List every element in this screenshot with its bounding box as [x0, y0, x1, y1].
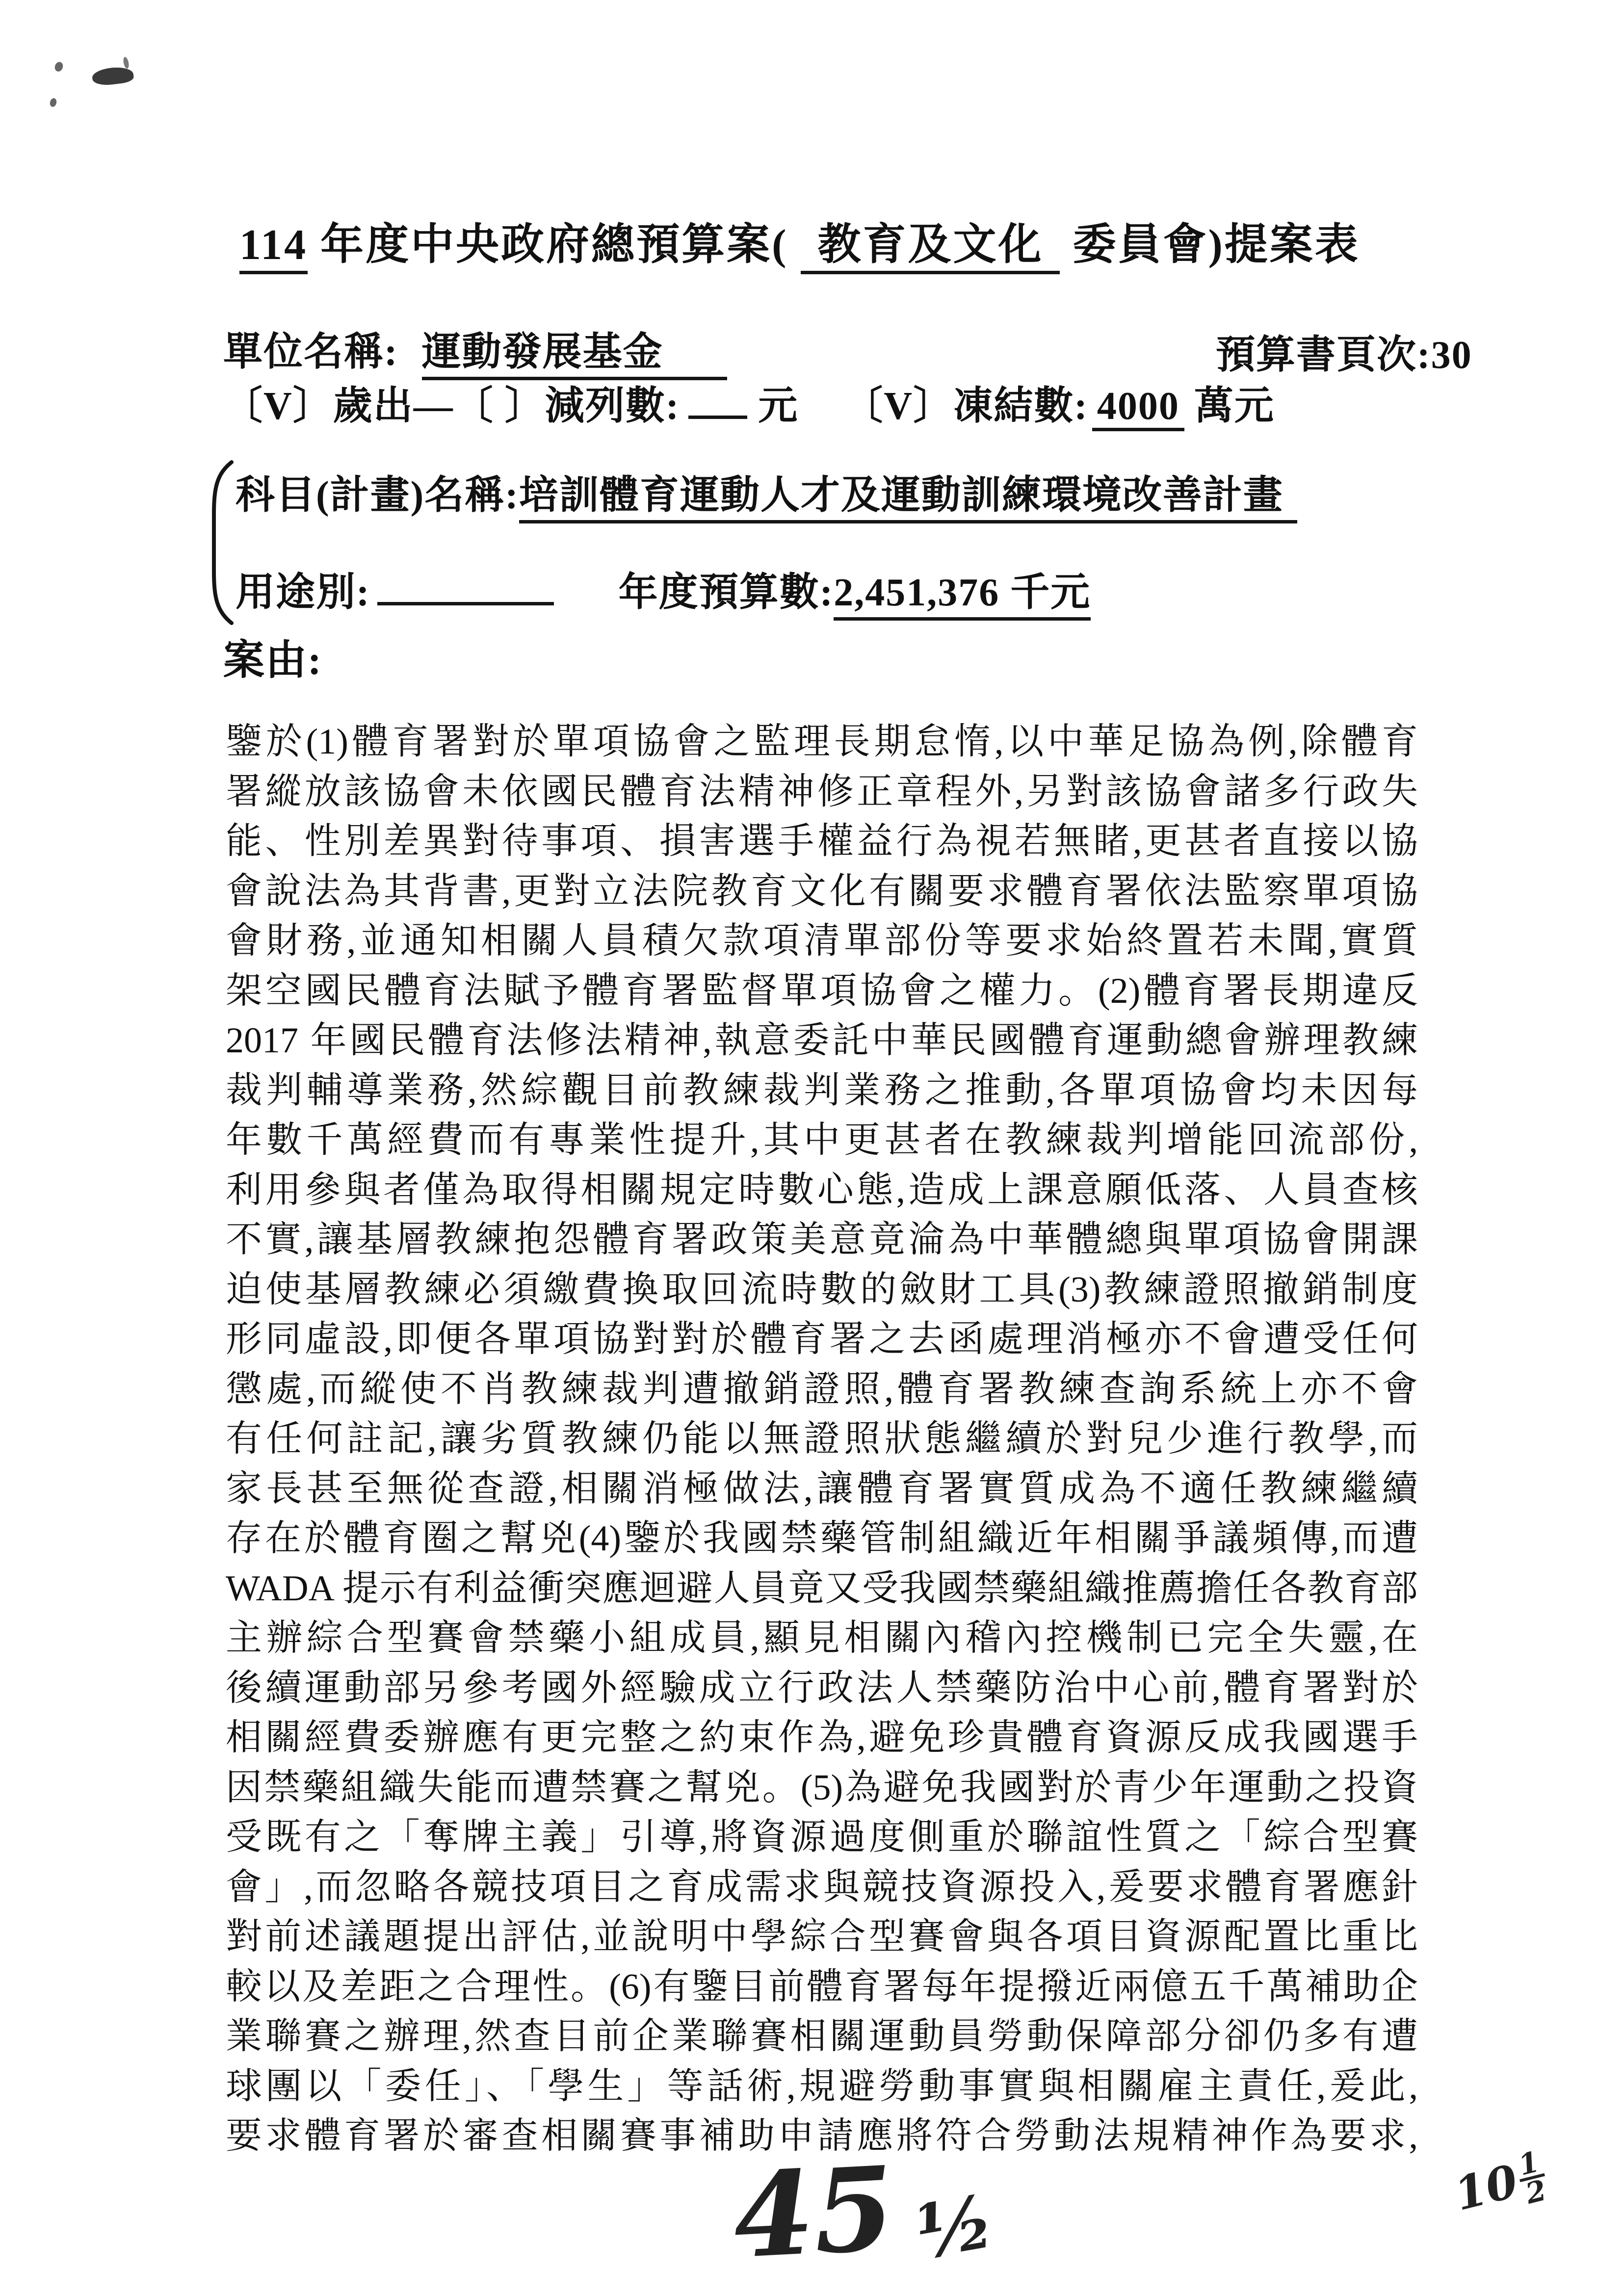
freeze-label: 〔V〕凍結數:	[843, 385, 1088, 428]
usage-label: 用途別:	[236, 571, 370, 614]
handwritten-corner-number	[1449, 2144, 1551, 2224]
case-line: 能、性別差異對待事項、損害選手權益行為視若無睹,更甚者直接以協	[226, 821, 1418, 861]
case-line: 相關經費委辦應有更完整之約束作為,避免珍貴體育資源反成我國選手	[226, 1718, 1418, 1758]
case-label	[223, 627, 322, 686]
case-line: 球團以「委任」、「學生」等話術,規避勞動事實與相關雇主責任,爰此,	[226, 2066, 1418, 2107]
freeze-unit: 萬元	[1194, 385, 1275, 428]
document-title	[239, 210, 1360, 272]
case-line: 懲處,而縱使不肖教練裁判遭撤銷證照,體育署教練查詢系統上亦不會	[226, 1369, 1418, 1409]
usage-row	[236, 560, 1091, 617]
title-suffix: 委員會)提案表	[1073, 221, 1360, 269]
budget-page-value: 30	[1431, 334, 1472, 377]
scan-mark	[49, 98, 57, 108]
case-line: 會說法為其背書,更對立法院教育文化有關要求體育署依法監察單項協	[226, 871, 1418, 912]
scan-smudge	[91, 65, 134, 87]
case-line: 存在於體育圈之幫兇(4)鑒於我國禁藥管制組織近年相關爭議頻傳,而遭	[226, 1518, 1418, 1559]
handwritten-corner-fraction: $\frac{1}{2}$	[1513, 2147, 1551, 2208]
budget-page-label: 預算書頁次:	[1216, 334, 1431, 377]
case-line: 鑒於(1)體育署對於單項協會之監理長期怠惰,以中華足協為例,除體育	[226, 722, 1418, 762]
case-line: 署縱放該協會未依國民體育法精神修正章程外,另對該協會諸多行政失	[226, 771, 1418, 812]
title-committee: 教育及文化	[801, 221, 1060, 274]
case-line: 有任何註記,讓劣質教練仍能以無證照狀態繼續於對兒少進行教學,而	[226, 1419, 1418, 1459]
case-line: 對前述議題提出評估,並說明中學綜合型賽會與各項目資源配置比重比	[226, 1917, 1418, 1957]
unit-name-label: 單位名稱:	[223, 331, 398, 374]
case-line: 會」,而忽略各競技項目之育成需求與競技資源投入,爰要求體育署應針	[226, 1867, 1418, 1907]
case-line: 形同虛設,即便各單項協對對於體育署之去函處理消極亦不會遭受任何	[226, 1319, 1418, 1359]
case-line: 家長甚至無從查證,相關消極做法,讓體育署實質成為不適任教練繼續	[226, 1468, 1418, 1509]
subject-bracket	[210, 460, 234, 625]
case-line: 裁判輔導業務,然綜觀目前教練裁判業務之推動,各單項協會均未因每	[226, 1070, 1418, 1111]
unit-name-row	[223, 320, 727, 376]
annual-budget-label: 年度預算數:	[618, 571, 834, 614]
case-line: 迫使基層教練必須繳費換取回流時數的斂財工具(3)教練證照撤銷制度	[226, 1269, 1418, 1310]
case-line: 因禁藥組織失能而遭禁賽之幫兇。(5)為避免我國對於青少年運動之投資	[226, 1767, 1418, 1808]
case-label-text: 案由:	[223, 638, 322, 683]
case-line: 要求體育署於審查相關賽事補助申請應將符合勞動法規精神作為要求,	[226, 2116, 1418, 2156]
handwritten-fraction-half: ½	[909, 2178, 1000, 2277]
case-line: 會財務,並通知相關人員積欠款項清單部份等要求始終置若未聞,實質	[226, 921, 1418, 961]
annual-budget-value: 2,451,376 千元	[834, 571, 1091, 621]
freeze-value: 4000	[1092, 385, 1184, 431]
subject-label: 科目(計畫)名稱:	[236, 474, 519, 517]
handwritten-corner-10: 10	[1449, 2154, 1523, 2221]
case-line: 後續運動部另參考國外經驗成立行政法人禁藥防治中心前,體育署對於	[226, 1668, 1418, 1708]
subject-row	[236, 463, 1297, 520]
case-body	[226, 717, 1418, 2162]
case-line: 受既有之「奪牌主義」引導,將資源過度側重於聯誼性質之「綜合型賽	[226, 1817, 1418, 1857]
case-line: 2017 年國民體育法修法精神,執意委託中華民國體育運動總會辦理教練	[226, 1020, 1418, 1061]
case-line: 利用參與者僅為取得相關規定時數心態,造成上課意願低落、人員查核	[226, 1170, 1418, 1210]
unit-name-value: 運動發展基金	[422, 331, 727, 380]
scan-mark	[123, 56, 130, 69]
expenditure-decrease-label: 〔V〕歲出—〔 〕減列數:	[223, 385, 680, 428]
decrease-amount-blank	[688, 376, 747, 419]
checkbox-row	[223, 374, 1275, 430]
handwritten-number-45: 45	[730, 2140, 898, 2285]
case-line: 年數千萬經費而有專業性提升,其中更甚者在教練裁判增能回流部份,	[226, 1120, 1418, 1160]
case-line: 較以及差距之合理性。(6)有鑒目前體育署每年提撥近兩億五千萬補助企	[226, 1966, 1418, 2007]
case-line: 架空國民體育法賦予體育署監督單項協會之權力。(2)體育署長期違反	[226, 970, 1418, 1011]
case-line: WADA 提示有利益衝突應迴避人員竟又受我國禁藥組織推薦擔任各教育部	[226, 1568, 1418, 1609]
decrease-unit: 元	[758, 385, 799, 428]
scan-mark	[53, 61, 64, 73]
case-line: 業聯賽之辦理,然查目前企業聯賽相關運動員勞動保障部分卻仍多有遭	[226, 2016, 1418, 2057]
subject-value: 培訓體育運動人才及運動訓練環境改善計畫	[519, 474, 1297, 523]
usage-blank	[377, 563, 554, 605]
case-line: 不實,讓基層教練抱怨體育署政策美意竟淪為中華體總與單項協會開課	[226, 1220, 1418, 1260]
title-mid: 年度中央政府總預算案(	[320, 221, 788, 269]
budget-page-row	[1216, 323, 1472, 379]
title-year: 114	[239, 221, 308, 274]
case-line: 主辦綜合型賽會禁藥小組成員,顯見相關內稽內控機制已完全失靈,在	[226, 1618, 1418, 1658]
